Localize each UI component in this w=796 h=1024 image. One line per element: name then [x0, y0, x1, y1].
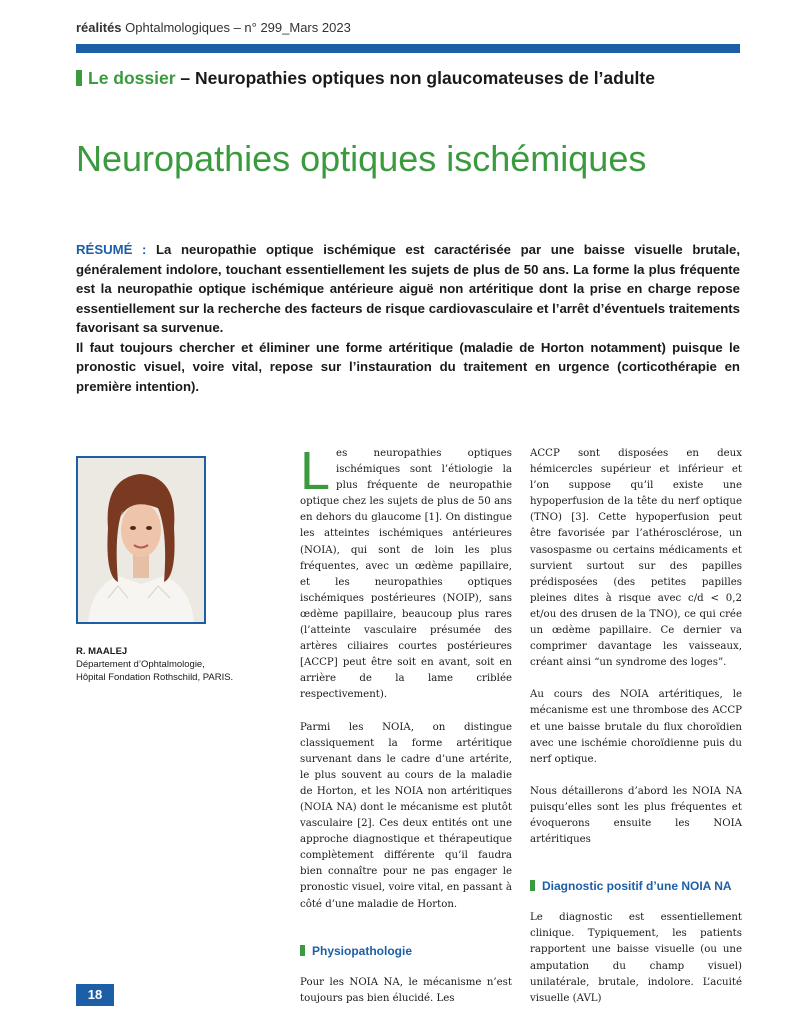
page-number: 18 — [76, 984, 114, 1006]
drop-cap: L — [300, 441, 331, 501]
heading-marker — [300, 945, 305, 956]
author-info — [76, 645, 233, 684]
abstract-paragraph-2: Il faut toujours chercher et éliminer une forme artéritique (maladie de Horton notamment) puisque le pronostic visuel, voire vital, repose sur l’instauration du traitement en urgence (corticothérapie en première intention). — [76, 339, 740, 394]
section-heading-physiopathologie — [300, 943, 512, 959]
abstract-label: RÉSUMÉ : — [76, 242, 147, 257]
heading-text: Physiopathologie — [312, 943, 413, 958]
abstract-paragraph-1 — [76, 240, 740, 338]
body-column-2 — [530, 446, 742, 1007]
header-rule — [76, 44, 740, 53]
author-name: R. MAALEJ — [76, 646, 128, 657]
body-paragraph: Parmi les NOIA, on distingue classiquement la forme artéritique survenant dans le cadre d’une artérite, le plus souvent au cours de la maladie de Horton, et les NOIA non artéritiques (NOIA NA) dont le mécanisme est plutôt vasculaire [2]. Ces deux entités ont une approche diagnostique et thérapeutique complètement différente qu’il faudra bien connaître pour ne pas engager le pronostic visuel, voire vital, en passant à côté d’une maladie de Horton. — [300, 721, 512, 910]
abstract — [76, 240, 740, 396]
section-heading-diagnostic — [530, 878, 742, 894]
body-paragraph: Au cours des NOIA artéritiques, le mécanisme est une thrombose des ACCP et une baisse brutale du flux choroïdien avec une ischémie choroïdienne puis du nerf optique. — [530, 689, 742, 765]
journal-brand: réalités — [76, 20, 122, 35]
section-label: Le dossier — [88, 68, 176, 88]
abstract-text-1: La neuropathie optique ischémique est caractérisée par une baisse visuelle brutale, généralement indolore, touchant essentiellement les sujets de plus de 50 ans. La forme la plus fréquente est la neuropathie optique ischémique antérieure aiguë non artéritique dont la prise en charge repose essentiellement sur la recherche des facteurs de risque cardiovasculaire et l’arrêt d’éventuels traitements favorisant sa survenue. — [76, 242, 740, 335]
author-department: Département d’Ophtalmologie, — [76, 659, 205, 670]
journal-issue: Ophtalmologiques – n° 299_Mars 2023 — [125, 20, 351, 35]
body-paragraph: ACCP sont disposées en deux hémicercles supérieur et inférieur et l’on suppose qu’il existe une hypoperfusion de la tête du nerf optique (TNO) [3]. Cette hypoperfusion peut être favorisée par l’athérosclérose, un vasospasme ou certains médicaments et survient surtout sur des papilles prédisposées (des petites papilles pleines dites à risque avec c/d < 0,2 et/ou des drusen de la TNO), ce qui crée un œdème papillaire. Ce dernier va comprimer davantage les vaisseaux, créant ainsi “un syndrome des loges”. — [530, 448, 742, 669]
heading-text: Diagnostic positif d’une NOIA NA — [542, 879, 732, 894]
intro-paragraph — [300, 441, 512, 704]
body-paragraph: Nous détaillerons d’abord les NOIA NA puisqu’elles sont les plus fréquentes et évoquerons ensuite les NOIA artéritiques — [530, 785, 742, 846]
author-photo — [76, 456, 206, 624]
body-column-1 — [300, 441, 512, 1007]
body-paragraph: Le diagnostic est essentiellement clinique. Typiquement, les patients rapportent une baisse visuelle (ou une amputation du champ visuel) unilatérale, brutale, indolore. L’acuité visuelle (AVL) — [530, 912, 742, 1004]
portrait-illustration — [78, 458, 204, 622]
heading-marker — [530, 880, 535, 891]
section-subtitle: – Neuropathies optiques non glaucomateuses de l’adulte — [180, 68, 655, 88]
intro-text: es neuropathies optiques ischémiques sont l’étiologie la plus fréquente de neuropathie optique chez les sujets de plus de 50 ans en dehors du glaucome [1]. On distingue les atteintes ischémiques antérieures (NOIA), qui sont de loin les plus fréquentes, avec un œdème papillaire, et les neuropathies optiques ischémiques postérieures (NOIP), sans œdème papillaire, beaucoup plus rares (l’atteinte vasculaire présumée des artères ciliaires courtes postérieures [ACCP] peut être soit en avant, soit en arrière de la lame criblée respectivement). — [300, 448, 512, 701]
journal-header — [76, 20, 351, 35]
section-marker — [76, 70, 82, 86]
body-paragraph: Pour les NOIA NA, le mécanisme n’est toujours pas bien élucidé. Les — [300, 976, 512, 1004]
section-header — [76, 68, 655, 89]
article-title: Neuropathies optiques ischémiques — [76, 138, 647, 179]
author-hospital: Hôpital Fondation Rothschild, PARIS. — [76, 672, 234, 683]
